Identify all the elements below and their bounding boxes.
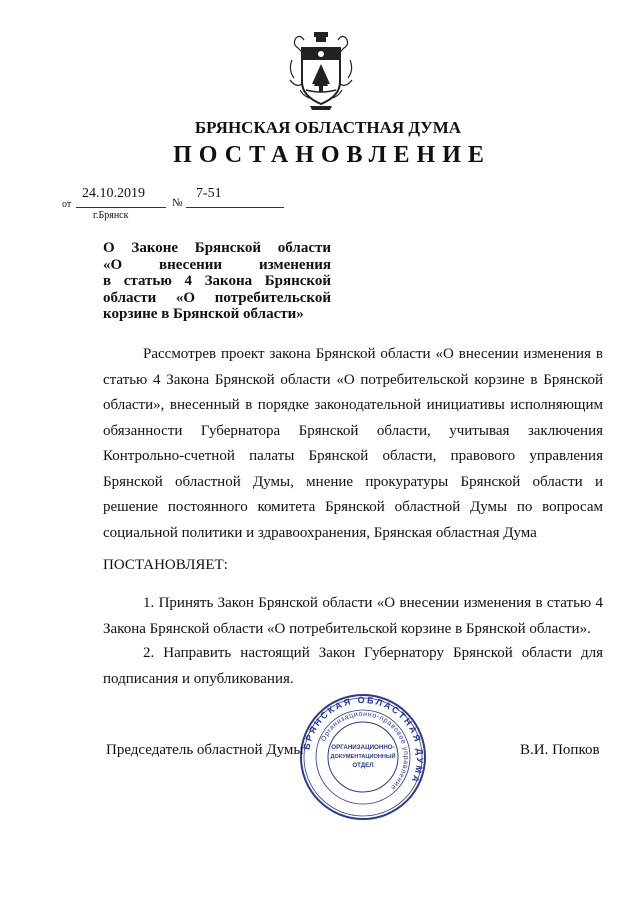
coat-of-arms-emblem (286, 30, 356, 112)
document-number: 7-51 (196, 186, 222, 201)
subject-line: в статью 4 Закона Брянской (103, 273, 331, 289)
decree-item-1 (103, 591, 603, 642)
city: г.Брянск (93, 210, 129, 221)
paragraph-line: обязанности Губернатора Брянской области, учитывая заключения (103, 422, 603, 439)
preamble-paragraph (103, 342, 603, 546)
official-stamp (299, 693, 427, 821)
organization-title: БРЯНСКАЯ ОБЛАСТНАЯ ДУМА (194, 118, 462, 137)
document-date: 24.10.2019 (82, 186, 145, 201)
stamp-center-line: ОРГАНИЗАЦИОННО- (331, 744, 395, 751)
subject-title (103, 240, 331, 323)
paragraph-line: Брянской областной Думы, мнение прокуратуры Брянской области и (103, 473, 603, 490)
paragraph-line: Рассмотрев проект закона Брянской области «О внесении изменения в (143, 346, 603, 362)
subject-line: «О внесении изменения (103, 256, 331, 273)
signatory-position: Председатель областной Думы (106, 742, 304, 758)
paragraph-line: социальной политики и здравоохранения, Брянская областная Дума (103, 524, 537, 541)
stamp-inner-text: Организационно-правовое управление (320, 710, 410, 792)
subject-line: области «О потребительской (103, 289, 331, 306)
signatory-name: В.И. Попков (520, 742, 600, 758)
paragraph-line: подписания и опубликования. (103, 670, 294, 687)
subject-line: О Законе Брянской области (103, 240, 331, 256)
document-type-heading: ПОСТАНОВЛЕНИЕ (173, 142, 491, 168)
paragraph-line: Закона Брянской области «О потребительской корзине в Брянской области». (103, 620, 591, 637)
number-underline (186, 207, 284, 208)
decree-word: ПОСТАНОВЛЯЕТ: (103, 557, 228, 573)
paragraph-line: статью 4 Закона Брянской области «О потребительской корзине в Брянской (103, 371, 603, 388)
paragraph-line: 1. Принять Закон Брянской области «О внесении изменения в статью 4 (143, 595, 603, 611)
stamp-outer-text: БРЯНСКАЯ ОБЛАСТНАЯ ДУМА (301, 694, 426, 786)
date-underline (76, 207, 166, 208)
paragraph-line: решение постоянного комитета Брянской областной Думы по вопросам (103, 499, 603, 515)
date-label: от (62, 199, 72, 210)
stamp-center-line: ОТДЕЛ (352, 762, 374, 769)
paragraph-line: Контрольно-счетной палаты Брянской области, правового управления (103, 448, 603, 464)
paragraph-line: 2. Направить настоящий Закон Губернатору Брянской области для (143, 645, 603, 661)
subject-line: корзине в Брянской области» (103, 306, 304, 322)
paragraph-line: области», внесенный в порядке законодательной инициативы исполняющим (103, 397, 603, 413)
decree-item-2 (103, 641, 603, 692)
number-label: № (172, 197, 183, 209)
stamp-center-line: ДОКУМЕНТАЦИОННЫЙ (330, 754, 396, 760)
